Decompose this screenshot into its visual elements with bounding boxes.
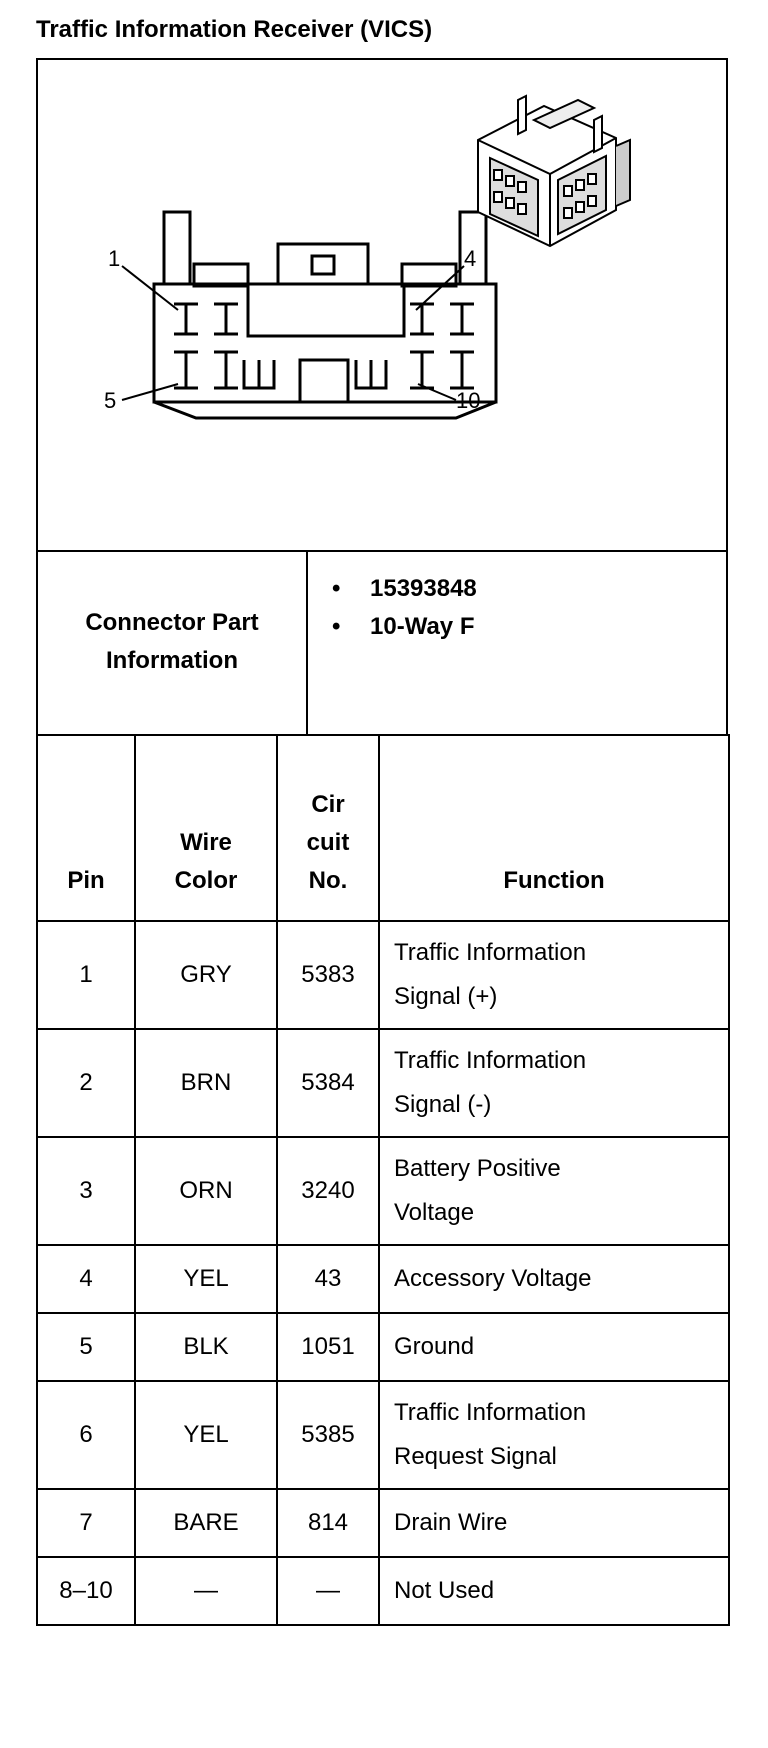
table-row [37, 1029, 729, 1137]
header-wire-color: Wire Color [135, 735, 277, 921]
cell-function: Ground [379, 1313, 729, 1381]
cell-pin: 8–10 [37, 1557, 135, 1625]
pin-callout-5: 5 [104, 388, 117, 413]
table-row [37, 1489, 729, 1557]
connector-part-label [38, 550, 308, 734]
cell-function: Traffic Information Signal (-) [379, 1029, 729, 1137]
cell-circuit: 5385 [277, 1381, 379, 1489]
connector-3d-thumbnail-icon [478, 96, 630, 246]
cell-function: Drain Wire [379, 1489, 729, 1557]
table-row [37, 1381, 729, 1489]
cell-function: Traffic Information Signal (+) [379, 921, 729, 1029]
cell-function: Battery Positive Voltage [379, 1137, 729, 1245]
cell-wire-color: BRN [135, 1029, 277, 1137]
connector-part-label-line1: Connector Part [85, 609, 259, 636]
connector-face-drawing [38, 60, 730, 554]
cell-wire-color: — [135, 1557, 277, 1625]
bullet-icon: • [332, 575, 341, 602]
pin-callout-10: 10 [456, 388, 481, 413]
page-title: Traffic Information Receiver (VICS) [36, 16, 433, 43]
pinout-table [36, 734, 730, 1626]
cell-pin: 5 [37, 1313, 135, 1381]
table-row [37, 921, 729, 1029]
cell-function: Accessory Voltage [379, 1245, 729, 1313]
table-row [37, 1313, 729, 1381]
table-row [37, 1137, 729, 1245]
cell-pin: 1 [37, 921, 135, 1029]
cell-wire-color: YEL [135, 1245, 277, 1313]
cell-wire-color: ORN [135, 1137, 277, 1245]
bullet-icon: • [332, 613, 341, 640]
cell-circuit: 1051 [277, 1313, 379, 1381]
cell-wire-color: GRY [135, 921, 277, 1029]
cell-pin: 7 [37, 1489, 135, 1557]
connector-part-list [332, 570, 477, 646]
table-header-row [37, 735, 729, 921]
pin-callout-4: 4 [464, 246, 477, 271]
cell-pin: 6 [37, 1381, 135, 1489]
cell-wire-color: BLK [135, 1313, 277, 1381]
cell-circuit: 43 [277, 1245, 379, 1313]
connector-sheet [36, 58, 728, 1748]
header-pin: Pin [37, 735, 135, 921]
cell-pin: 2 [37, 1029, 135, 1137]
cell-pin: 3 [37, 1137, 135, 1245]
cell-circuit: — [277, 1557, 379, 1625]
cell-function: Traffic Information Request Signal [379, 1381, 729, 1489]
cell-circuit: 5384 [277, 1029, 379, 1137]
connector-part-label-line2: Information [105, 647, 238, 674]
table-row [37, 1557, 729, 1625]
connector-diagram [36, 58, 728, 552]
cell-pin: 4 [37, 1245, 135, 1313]
cell-circuit: 3240 [277, 1137, 379, 1245]
cell-wire-color: YEL [135, 1381, 277, 1489]
header-circuit-no: Cir cuit No. [277, 735, 379, 921]
cell-wire-color: BARE [135, 1489, 277, 1557]
table-row [37, 1245, 729, 1313]
part-number: 15393848 [370, 575, 477, 602]
cell-function: Not Used [379, 1557, 729, 1625]
cell-circuit: 5383 [277, 921, 379, 1029]
list-item [332, 608, 477, 646]
header-function: Function [379, 735, 729, 921]
list-item [332, 570, 477, 608]
connector-part-info-row [36, 550, 728, 736]
part-type: 10-Way F [370, 613, 475, 640]
cell-circuit: 814 [277, 1489, 379, 1557]
pin-callout-1: 1 [108, 246, 121, 271]
